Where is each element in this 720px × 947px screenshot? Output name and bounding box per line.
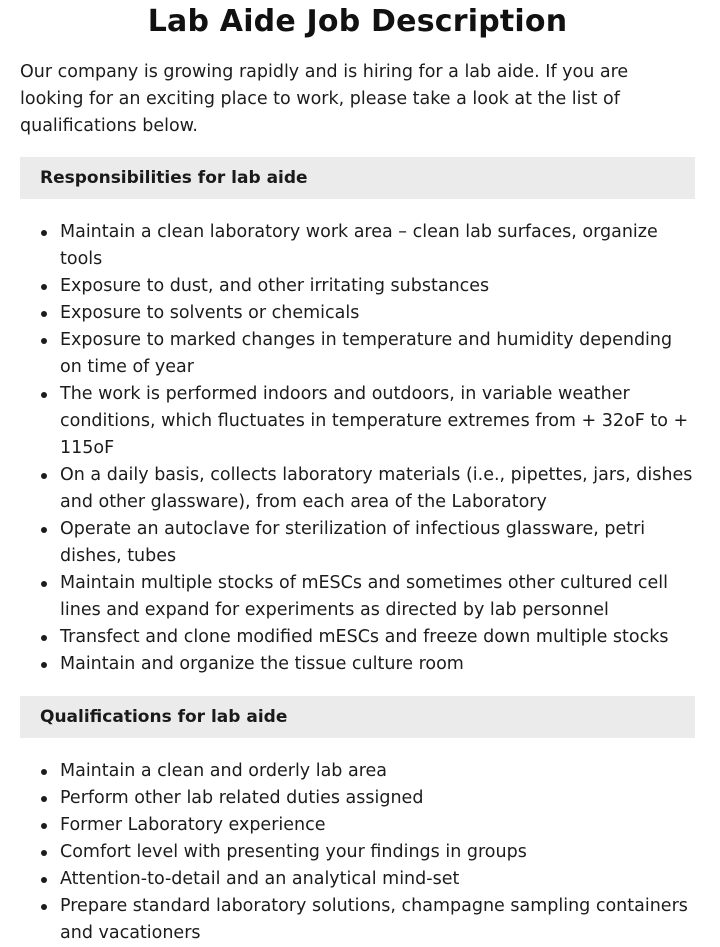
list-item: Perform other lab related duties assigned (20, 785, 695, 812)
list-item: Former Laboratory experience (20, 812, 695, 839)
list-item: Maintain a clean laboratory work area – clean lab surfaces, organize tools (20, 219, 695, 273)
list-item: Attention-to-detail and an analytical mind-set (20, 866, 695, 893)
intro-paragraph: Our company is growing rapidly and is hiring for a lab aide. If you are looking for an exciting place to work, please take a look at the list of qualifications below. (20, 62, 629, 136)
list-item: On a daily basis, collects laboratory materials (i.e., pipettes, jars, dishes and other glassware), from each area of the Laboratory (20, 462, 695, 516)
list-item: Maintain multiple stocks of mESCs and sometimes other cultured cell lines and expand for experiments as directed by lab personnel (20, 570, 695, 624)
job-description-page (20, 0, 695, 947)
list-item: The work is performed indoors and outdoors, in variable weather conditions, which fluctuates in temperature extremes from + 32oF to + 115oF (20, 381, 695, 462)
responsibilities-heading: Responsibilities for lab aide (20, 157, 695, 199)
qualifications-heading: Qualifications for lab aide (20, 696, 695, 738)
list-item: Comfort level with presenting your findings in groups (20, 839, 695, 866)
list-item: Exposure to marked changes in temperature and humidity depending on time of year (20, 327, 695, 381)
qualifications-list (20, 758, 695, 947)
list-item: Exposure to dust, and other irritating substances (20, 273, 695, 300)
list-item: Transfect and clone modified mESCs and freeze down multiple stocks (20, 624, 695, 651)
list-item: Operate an autoclave for sterilization of infectious glassware, petri dishes, tubes (20, 516, 695, 570)
list-item: Maintain a clean and orderly lab area (20, 758, 695, 785)
list-item: Exposure to solvents or chemicals (20, 300, 695, 327)
list-item: Maintain and organize the tissue culture room (20, 651, 695, 678)
list-item: Prepare standard laboratory solutions, champagne sampling containers and vacationers (20, 893, 695, 947)
page-title: Lab Aide Job Description (147, 4, 568, 39)
responsibilities-list (20, 219, 695, 678)
